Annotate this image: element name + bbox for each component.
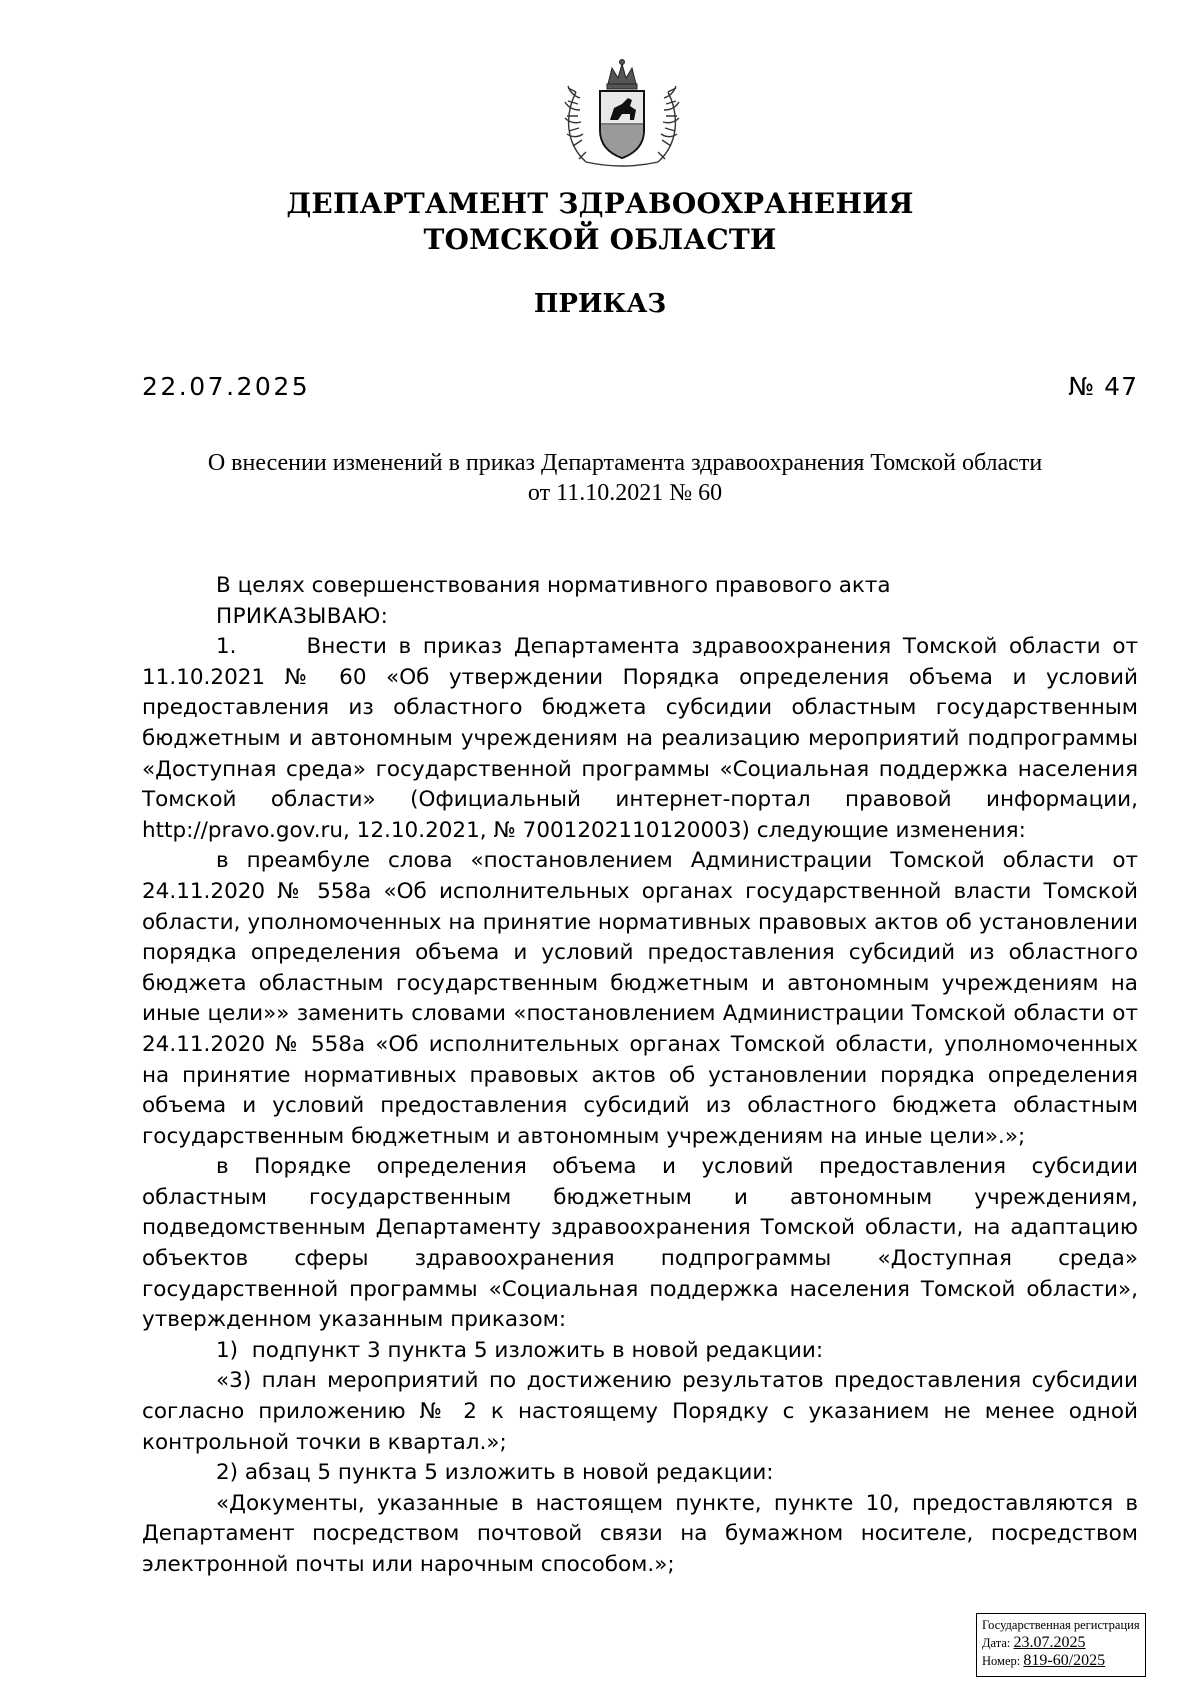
stamp-date-value: 23.07.2025 (1013, 1634, 1086, 1651)
subject-line-1: О внесении изменений в приказ Департамента здравоохранения Томской области (207, 450, 1043, 476)
order-number: № 47 (1068, 372, 1138, 401)
department-line-1: ДЕПАРТАМЕНТ ЗДРАВООХРАНЕНИЯ (286, 187, 914, 220)
department-line-2: ТОМСКОЙ ОБЛАСТИ (423, 223, 777, 256)
body-paragraph-order-word: ПРИКАЗЫВАЮ: (216, 603, 389, 629)
stamp-title: Государственная регистрация (982, 1618, 1140, 1632)
body-paragraph: 1. Внести в приказ Департамента здравоохранения Томской области от 11.10.2021 № 60 «Об утверждении Порядка определения объема и условий предоставления из областного бюджета субсидии областным государственным бюджетным и автономным учреждениям на реализацию мероприятий подпрограммы «Доступная среда» государственной программы «Социальная поддержка населения Томской области» (Официальный интернет-портал правовой информации, http://pravo.gov.ru, 12.10.2021, № 7001202110120003) следующие изменения: (142, 634, 1138, 843)
body-paragraph: «Документы, указанные в настоящем пункте, пункте 10, предоставляются в Департамент посредством почтовой связи на бумажном носителе, посредством электронной почты или нарочным способом.»; (142, 1490, 1138, 1577)
order-subject (150, 448, 1100, 508)
stamp-date-label: Дата: (982, 1636, 1011, 1650)
department-title (0, 186, 1200, 258)
body-paragraph: В целях совершенствования нормативного правового акта (216, 573, 891, 598)
body-paragraph: в преамбуле слова «постановлением Администрации Томской области от 24.11.2020 № 558а «Об исполнительных органах государственной власти Томской области, уполномоченных на принятие нормативных правовых актов об установлении порядка определения объема и условий предоставления субсидий из областного бюджета областным государственным бюджетным и автономным учреждениям на иные цели»» заменить словами «постановлением Администрации Томской области от 24.11.2020 № 558а «Об исполнительных органах Томской области, уполномоченных на принятие нормативных правовых актов об установлении порядка определения объема и условий предоставления субсидий из областного бюджета областным государственным бюджетным и автономным учреждениям на иные цели».»; (142, 848, 1138, 1149)
stamp-number-label: Номер: (982, 1654, 1021, 1668)
stamp-number-row (982, 1652, 1140, 1670)
order-date: 22.07.2025 (142, 372, 311, 401)
body-paragraph: 2) абзац 5 пункта 5 изложить в новой редакции: (216, 1460, 774, 1486)
stamp-date-row (982, 1634, 1140, 1652)
registration-stamp (976, 1613, 1146, 1677)
stamp-number-value: 819-60/2025 (1023, 1652, 1106, 1669)
tomsk-coat-of-arms-icon (556, 58, 688, 170)
order-body (142, 571, 1138, 1581)
subject-line-2: от 11.10.2021 № 60 (527, 480, 723, 506)
body-paragraph: в Порядке определения объема и условий предоставления субсидии областным государственным бюджетным и автономным учреждениям, подведомственным Департаменту здравоохранения Томской области, на адаптацию объектов сферы здравоохранения подпрограммы «Доступная среда» государственной программы «Социальная поддержка населения Томской области», утвержденном указанным приказом: (142, 1154, 1138, 1333)
doc-type: ПРИКАЗ (533, 289, 667, 319)
body-paragraph: «3) план мероприятий по достижению результатов предоставления субсидии согласно приложению № 2 к настоящему Порядку с указанием не менее одной контрольной точки в квартал.»; (142, 1368, 1138, 1455)
body-paragraph: 1) подпункт 3 пункта 5 изложить в новой редакции: (216, 1337, 824, 1363)
